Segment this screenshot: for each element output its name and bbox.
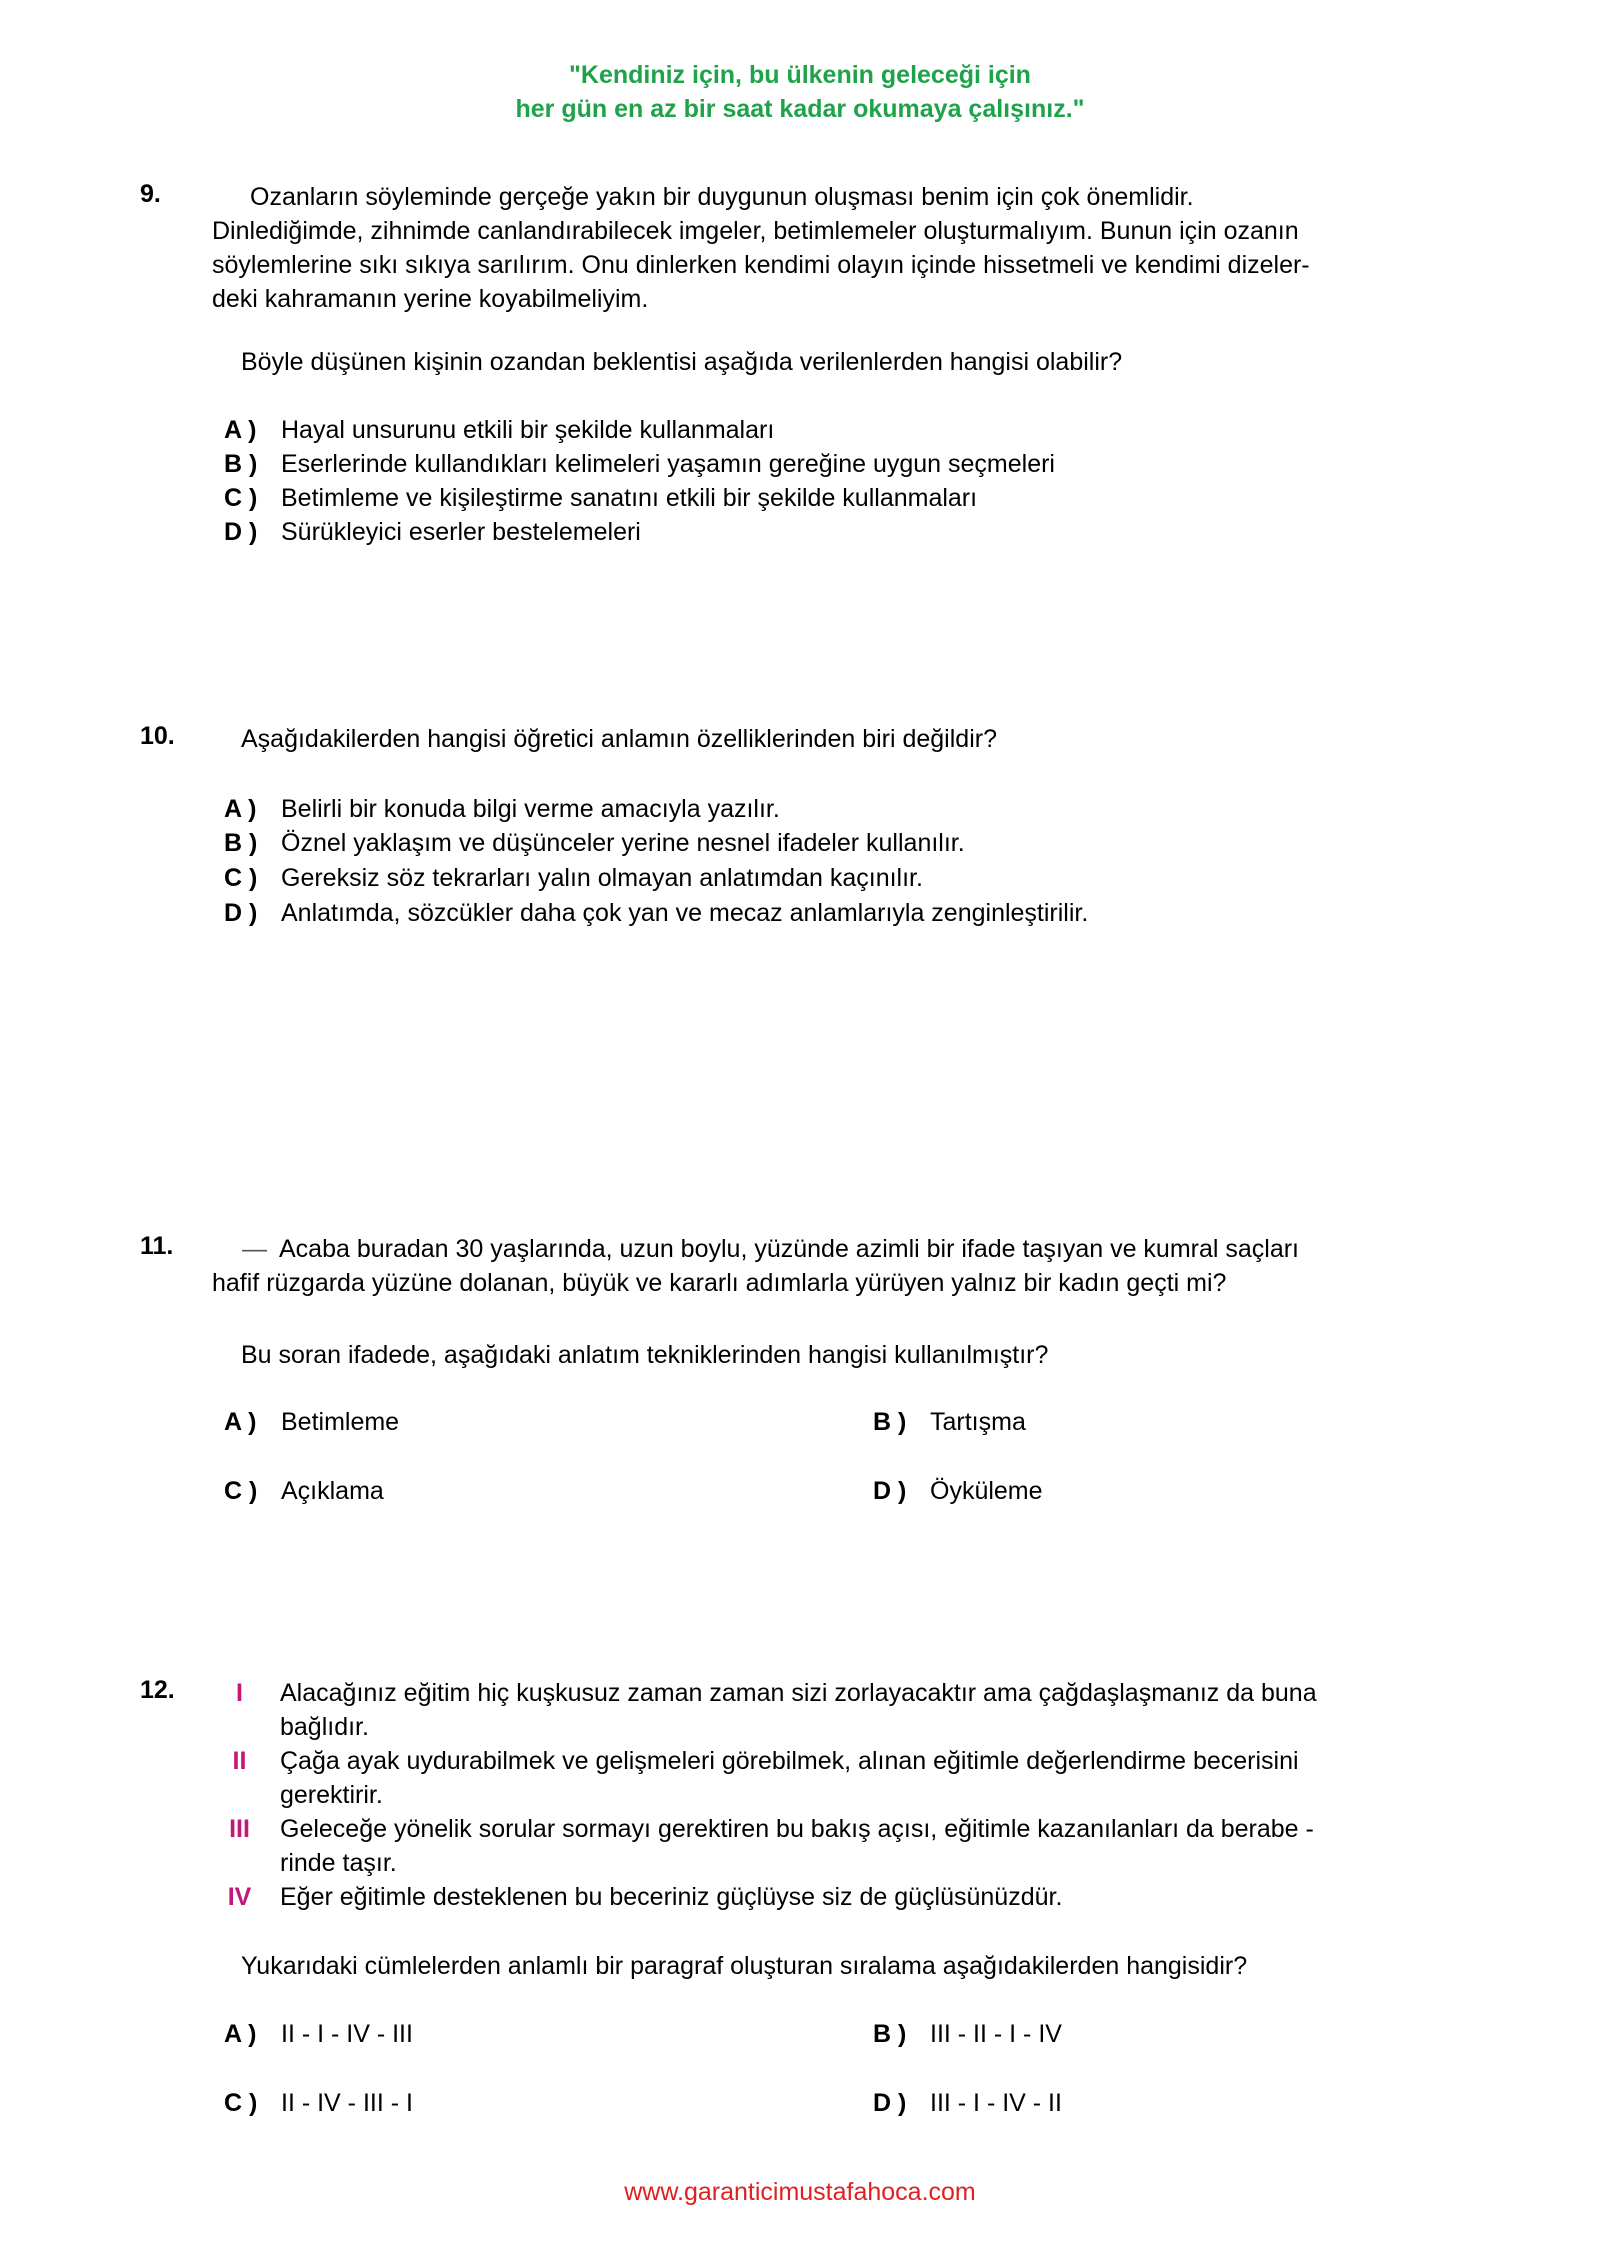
option-d[interactable] [224,515,641,549]
header-quote-line-2: her gün en az bir saat kadar okumaya çalışınız." [515,95,1085,123]
option-a[interactable] [224,1405,399,1439]
option-letter: C ) [224,484,258,512]
option-text: Açıklama [281,1477,384,1505]
sentence-line: Çağa ayak uydurabilmek ve gelişmeleri görebilmek, alınan eğitimle değerlendirme becerisini [280,1747,1299,1775]
sentence-ii [280,1744,1410,1812]
roman-numeral-iii: III [229,1815,250,1843]
header-quote-line-1: "Kendiniz için, bu ülkenin geleceği için [569,61,1031,89]
option-text: Betimleme [281,1408,400,1436]
option-text: Sürükleyici eserler bestelemeleri [281,518,641,546]
passage-text: Acaba buradan 30 yaşlarında, uzun boylu, yüzünde azimli bir ifade taşıyan ve kumral saçları [279,1235,1300,1263]
sentence-iii [280,1812,1410,1880]
option-letter: D ) [873,2089,907,2117]
option-text: Hayal unsurunu etkili bir şekilde kullanmaları [281,416,775,444]
question-number: 9. [140,180,161,208]
passage-line [212,1232,1412,1266]
option-text: Tartışma [930,1408,1026,1436]
option-d[interactable] [873,1474,1043,1508]
question-passage [212,180,1412,316]
option-letter: C ) [224,1477,258,1505]
option-text: Öznel yaklaşım ve düşünceler yerine nesnel ifadeler kullanılır. [281,829,965,857]
option-letter: D ) [873,1477,907,1505]
option-text: III - I - IV - II [930,2089,1062,2117]
option-c[interactable] [224,1474,384,1508]
option-d[interactable] [224,896,1088,930]
option-letter: A ) [224,795,257,823]
dialogue-dash: — [242,1235,267,1263]
option-text: III - II - I - IV [930,2020,1062,2048]
header-quote [0,58,1600,126]
option-letter: B ) [873,2020,907,2048]
option-a[interactable] [224,413,774,447]
roman-numeral-iv: IV [227,1883,252,1911]
passage-line: Dinlediğimde, zihnimde canlandırabilecek imgeler, betimlemeler oluşturmalıyım. Bunun için ozanın [212,217,1299,245]
option-letter: A ) [224,2020,257,2048]
option-text: Betimleme ve kişileştirme sanatını etkili bir şekilde kullanmaları [281,484,978,512]
option-b[interactable] [224,826,965,860]
option-text: Belirli bir konuda bilgi verme amacıyla yazılır. [281,795,780,823]
question-number: 12. [140,1676,175,1704]
option-c[interactable] [224,481,977,515]
option-b[interactable] [873,1405,1026,1439]
option-d[interactable] [873,2086,1062,2120]
option-letter: A ) [224,1408,257,1436]
option-b[interactable] [224,447,1055,481]
option-text: Gereksiz söz tekrarları yalın olmayan anlatımdan kaçınılır. [281,864,923,892]
question-number: 11. [140,1232,174,1260]
option-text: Anlatımda, sözcükler daha çok yan ve mecaz anlamlarıyla zenginleştirilir. [281,899,1089,927]
sentence-line: Geleceğe yönelik sorular sormayı gerektiren bu bakış açısı, eğitimle kazanılanları da berabe - [280,1815,1314,1843]
option-text: II - IV - III - I [281,2089,413,2117]
sentence-line: bağlıdır. [280,1713,369,1741]
passage-line: deki kahramanın yerine koyabilmeliyim. [212,285,649,313]
option-text: Eserlerinde kullandıkları kelimeleri yaşamın gereğine uygun seçmeleri [281,450,1055,478]
passage-line: söylemlerine sıkı sıkıya sarılırım. Onu dinlerken kendimi olayın içinde hissetmeli ve kendimi dizeler- [212,251,1310,279]
question-prompt: Aşağıdakilerden hangisi öğretici anlamın özelliklerinden biri değildir? [241,725,997,753]
roman-numeral-ii: II [232,1747,247,1775]
question-passage [212,1232,1412,1300]
question-prompt: Böyle düşünen kişinin ozandan beklentisi aşağıda verilenlerden hangisi olabilir? [241,348,1123,376]
sentence-line: Alacağınız eğitim hiç kuşkusuz zaman zaman sizi zorlayacaktır ama çağdaşlaşmanız da buna [280,1679,1317,1707]
option-letter: B ) [224,829,258,857]
question-prompt: Yukarıdaki cümlelerden anlamlı bir paragraf oluşturan sıralama aşağıdakilerden hangisidir? [241,1952,1248,1980]
sentence-i [280,1676,1410,1744]
question-number: 10. [140,722,175,750]
footer-website-link[interactable]: www.garanticimustafahoca.com [624,2178,976,2206]
question-prompt: Bu soran ifadede, aşağıdaki anlatım tekniklerinden hangisi kullanılmıştır? [241,1341,1049,1369]
option-letter: D ) [224,518,258,546]
option-c[interactable] [224,861,923,895]
option-letter: B ) [224,450,258,478]
passage-line: hafif rüzgarda yüzüne dolanan, büyük ve kararlı adımlarla yürüyen yalnız bir kadın geçti mi? [212,1269,1227,1297]
option-a[interactable] [224,792,780,826]
option-text: II - I - IV - III [281,2020,413,2048]
option-letter: C ) [224,864,258,892]
roman-numeral-i: I [236,1679,243,1707]
option-letter: A ) [224,416,257,444]
option-text: Öyküleme [930,1477,1043,1505]
sentence-line: rinde taşır. [280,1849,397,1877]
option-letter: C ) [224,2089,258,2117]
option-b[interactable] [873,2017,1062,2051]
sentence-iv [280,1880,1410,1914]
sentence-line: gerektirir. [280,1781,383,1809]
option-letter: D ) [224,899,258,927]
option-a[interactable] [224,2017,413,2051]
option-letter: B ) [873,1408,907,1436]
passage-line: Ozanların söyleminde gerçeğe yakın bir duygunun oluşması benim için çok önemlidir. [250,183,1194,211]
sentence-line: Eğer eğitimle desteklenen bu beceriniz güçlüyse siz de güçlüsünüzdür. [280,1883,1063,1911]
option-c[interactable] [224,2086,413,2120]
